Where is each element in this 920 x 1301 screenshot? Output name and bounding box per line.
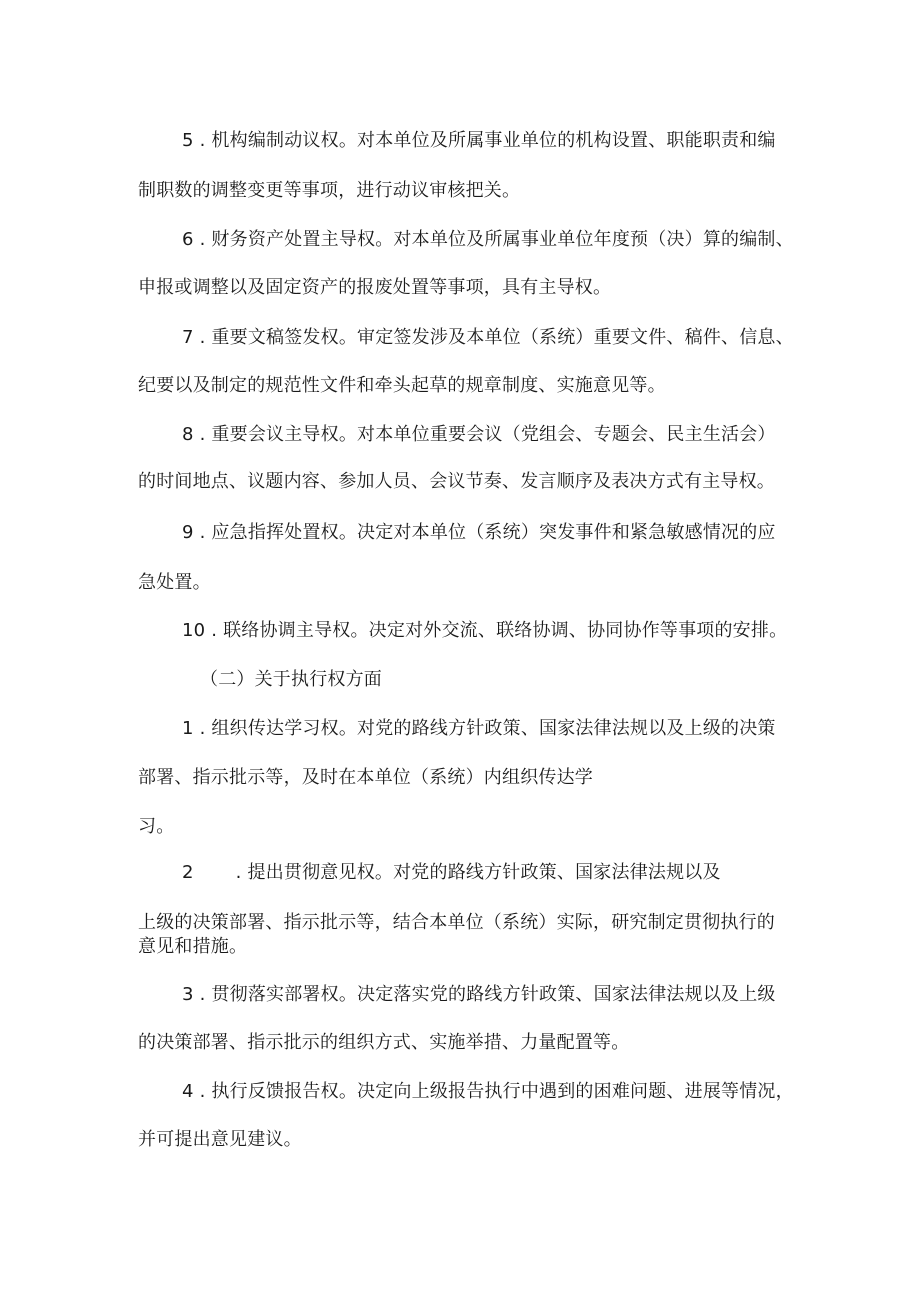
exec-item-2-number: 2 bbox=[182, 862, 194, 883]
exec-item-2-line-2: 上级的决策部署、指示批示等，结合本单位（系统）实际，研究制定贯彻执行的 bbox=[138, 912, 775, 933]
exec-item-3-line-1: 3 . 贯彻落实部署权。决定落实党的路线方针政策、国家法律法规以及上级 bbox=[182, 984, 776, 1005]
item-7-line-1: 7 . 重要文稿签发权。审定签发涉及本单位（系统）重要文件、稿件、信息、 bbox=[182, 327, 794, 348]
item-8-line-2: 的时间地点、议题内容、参加人员、会议节奏、发言顺序及表决方式有主导权。 bbox=[138, 471, 775, 492]
item-9-line-2: 急处置。 bbox=[138, 572, 211, 593]
item-6-line-1: 6 . 财务资产处置主导权。对本单位及所属事业单位年度预（决）算的编制、 bbox=[182, 229, 794, 250]
item-6-line-2: 申报或调整以及固定资产的报废处置等事项，具有主导权。 bbox=[138, 277, 612, 298]
exec-item-4-line-1: 4 . 执行反馈报告权。决定向上级报告执行中遇到的困难问题、进展等情况， bbox=[182, 1081, 794, 1102]
item-5-line-2: 制职数的调整变更等事项，进行动议审核把关。 bbox=[138, 180, 521, 201]
exec-item-2-line-1 bbox=[182, 861, 721, 885]
exec-item-1-line-1: 1 . 组织传达学习权。对党的路线方针政策、国家法律法规以及上级的决策 bbox=[182, 718, 776, 739]
exec-item-3-line-2: 的决策部署、指示批示的组织方式、实施举措、力量配置等。 bbox=[138, 1032, 630, 1053]
item-5-line-1: 5 . 机构编制动议权。对本单位及所属事业单位的机构设置、职能职责和编 bbox=[182, 130, 776, 151]
exec-item-1-line-3: 习。 bbox=[138, 816, 175, 837]
exec-item-1-line-2: 部署、指示批示等，及时在本单位（系统）内组织传达学 bbox=[138, 767, 593, 788]
exec-item-2-line-3: 意见和措施。 bbox=[138, 936, 248, 957]
item-8-line-1: 8 . 重要会议主导权。对本单位重要会议（党组会、专题会、民主生活会） bbox=[182, 424, 776, 445]
item-9-line-1: 9 . 应急指挥处置权。决定对本单位（系统）突发事件和紧急敏感情况的应 bbox=[182, 522, 776, 543]
section-heading-execution: （二）关于执行权方面 bbox=[200, 669, 382, 690]
item-7-line-2: 纪要以及制定的规范性文件和牵头起草的规章制度、实施意见等。 bbox=[138, 375, 666, 396]
item-10-line-1: 10 . 联络协调主导权。决定对外交流、联络协调、协同协作等事项的安排。 bbox=[182, 620, 788, 641]
exec-item-4-line-2: 并可提出意见建议。 bbox=[138, 1129, 302, 1150]
exec-item-2-text: . 提出贯彻意见权。对党的路线方针政策、国家法律法规以及 bbox=[235, 862, 721, 883]
